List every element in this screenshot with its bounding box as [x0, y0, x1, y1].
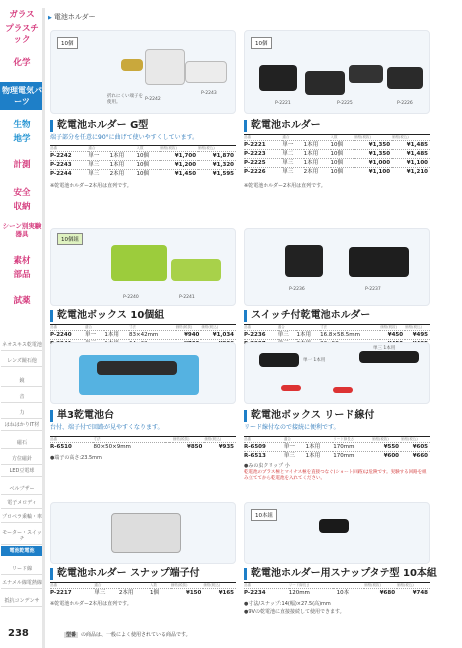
table-header: 適合 [282, 135, 303, 141]
table-cell: P-2244 [50, 170, 88, 179]
table-header: 品番 [50, 583, 94, 589]
table-header: 品番 [50, 325, 85, 331]
nav-geology[interactable]: 地学 [13, 134, 31, 144]
subnav-item[interactable]: レンズ鏡石他 [1, 358, 43, 367]
subnav-item[interactable]: 力 [1, 410, 43, 419]
table-cell: 10個 [331, 150, 355, 159]
table-cell: ¥748 [397, 589, 430, 598]
table-cell: ¥680 [364, 589, 397, 598]
table-header: 適合 [284, 437, 306, 443]
table-row [244, 141, 430, 150]
table-cell: 単三 [284, 452, 306, 461]
battery-holder-image [259, 65, 297, 91]
caption: P-2226 [397, 101, 413, 106]
table-header: 入数 [331, 135, 355, 141]
product-title: 乾電池ホルダー G型 [50, 120, 148, 132]
table-cell: P-2226 [244, 168, 282, 177]
table-header: 価格(税抜) [171, 583, 204, 589]
caption: 折れにくい端子を使用。 [107, 94, 143, 105]
table-cell: 2本用 [110, 170, 137, 179]
table-cell: ¥495 [405, 331, 430, 340]
table-cell: 単三 [88, 161, 109, 170]
table-header: 価格(税抜) [176, 325, 202, 331]
table-cell: 1本用 [306, 443, 334, 452]
subnav-item-active[interactable]: 電池乾電池 [1, 546, 43, 556]
divider [42, 8, 45, 648]
table-cell: 1本用 [110, 161, 137, 170]
table-row [244, 159, 430, 168]
table-header: 価格(税抜) [354, 135, 392, 141]
table-cell: 10個 [331, 168, 355, 177]
caption: 単一 1本用 [303, 358, 326, 363]
caption: P-2243 [201, 91, 217, 96]
table-cell: 1本用 [306, 452, 334, 461]
table-cell: 単三 [88, 170, 109, 179]
table-cell: 10個 [331, 141, 355, 150]
quantity-badge: 10個組 [57, 233, 83, 245]
table-cell: ¥1,700 [160, 152, 198, 161]
table-cell: ¥1,485 [392, 141, 430, 150]
product-title: 乾電池ホルダー [244, 120, 321, 132]
table-cell: 単二 [282, 150, 303, 159]
switch-holder-image [349, 247, 409, 277]
switch-holder-image [285, 245, 323, 277]
table-cell: 単一 [284, 443, 306, 452]
table-cell: ¥1,100 [354, 168, 392, 177]
nav-storage[interactable]: 収納 [13, 202, 31, 212]
battery-holder-image [387, 67, 423, 89]
warning-text: 乾電池のプラス極とマイナス極を直接つなぐ(ショート回路)は危険です。実験する回路を組み立ててから乾電池を入れてください。 [244, 470, 427, 481]
table-header: 価格(税抜) [380, 325, 405, 331]
spec-table [244, 436, 430, 460]
subnav-item[interactable]: 音 [1, 394, 43, 403]
terminal-image [121, 59, 143, 71]
product-title: 乾電池ボックス 10個組 [50, 310, 164, 322]
table-row [244, 589, 430, 598]
product-photo [244, 342, 430, 404]
quantity-badge: 10個 [251, 37, 272, 49]
table-cell: 120mm [289, 589, 333, 598]
note: ※乾電池ホルダー2本用は直列です。 [50, 601, 132, 607]
table-header: 品番 [50, 146, 88, 152]
table-cell: 単三 [282, 159, 303, 168]
table-cell: P-2225 [244, 159, 282, 168]
table-cell: ¥1,000 [354, 159, 392, 168]
table-header: 品番 [244, 437, 284, 443]
table-row [50, 161, 236, 170]
table-cell: 1本用 [304, 159, 331, 168]
product-photo [50, 228, 236, 306]
table-header: 品番 [50, 437, 93, 443]
product-title: 乾電池ホルダー スナップ端子付 [50, 568, 200, 580]
table-header: リード線長さ [289, 583, 333, 589]
note: ●寸法/スナップ:14(幅)×27.5(高)mm [244, 601, 331, 607]
table-header: 価格(税込) [397, 583, 430, 589]
subnav-item[interactable]: 鏡 [1, 378, 43, 387]
table-row [244, 168, 430, 177]
table-cell: 1個 [150, 589, 171, 598]
table-header: 入数 [150, 583, 171, 589]
legend-text: の商品は、一般によく使用されている商品です。 [81, 632, 191, 638]
product-desc: 端子部分を任意に90°に曲げて使いやすくしています。 [50, 134, 199, 141]
product-photo [244, 502, 430, 564]
product-photo [50, 30, 236, 114]
table-row [50, 170, 236, 179]
table-cell: ¥550 [372, 443, 401, 452]
caption: P-2240 [123, 295, 139, 300]
product-title: 乾電池ホルダー用スナップタテ型 10本組 [244, 568, 437, 580]
table-row [244, 443, 430, 452]
subnav-item[interactable]: 抵抗コンデンサ [1, 598, 43, 607]
subnav-item[interactable]: LED豆電球 [1, 468, 43, 477]
spec-table [50, 436, 236, 451]
table-cell: 10本 [337, 589, 365, 598]
table-cell: R-6513 [244, 452, 284, 461]
table-cell: 10個 [137, 161, 161, 170]
note: ●みの虫クリップ 小 [244, 463, 290, 469]
subnav-item[interactable]: モーター・スイッチ [1, 530, 43, 545]
table-row [50, 152, 236, 161]
table-header: 適合 [278, 325, 297, 331]
table-cell: 単三 [94, 589, 119, 598]
table-cell: 1本用 [304, 141, 331, 150]
subnav-item[interactable]: 磁石 [1, 440, 43, 449]
nav-plastic[interactable]: プラスチック [5, 24, 39, 45]
table-header: 価格(税込) [198, 146, 236, 152]
table-header: 価格(税込) [401, 437, 430, 443]
product-title: 乾電池ボックス リード線付 [244, 410, 374, 422]
table-cell: P-2243 [50, 161, 88, 170]
table-header: 価格(税抜) [160, 146, 198, 152]
table-cell: ¥1,350 [354, 150, 392, 159]
caption: P-2242 [145, 97, 161, 102]
table-header: 価格(税込) [392, 135, 430, 141]
product-photo [50, 342, 236, 404]
table-row [50, 589, 236, 598]
table-cell: 単三 [278, 331, 297, 340]
clip-image [281, 385, 301, 391]
table-header: 品番 [244, 135, 282, 141]
sidebar [0, 0, 44, 644]
table-cell: 単三 [282, 168, 303, 177]
battery-box-image [259, 353, 299, 367]
table-cell: ¥1,450 [160, 170, 198, 179]
table-cell: 170mm [333, 452, 372, 461]
table-header: 価格(税込) [201, 325, 236, 331]
nav-materials[interactable]: 素材 [13, 256, 31, 266]
table-cell: 単一 [85, 331, 104, 340]
spec-table [244, 582, 430, 597]
table-header: 品番 [244, 325, 278, 331]
nav-measure[interactable]: 計測 [13, 160, 31, 170]
note: ※乾電池ホルダー2本用は直列です。 [244, 183, 326, 189]
clip-image [333, 387, 353, 393]
nav-biology[interactable]: 生物 [13, 120, 31, 130]
table-cell: P-2236 [244, 331, 278, 340]
table-cell: ¥1,200 [160, 161, 198, 170]
table-row [50, 443, 236, 452]
table-header: 適合 [94, 583, 119, 589]
table-row [50, 331, 236, 340]
table-cell: ¥1,595 [198, 170, 236, 179]
battery-box-image [171, 259, 221, 281]
quantity-badge: 10本組 [251, 509, 277, 521]
table-cell: 1本用 [296, 331, 320, 340]
table-cell: ¥1,350 [354, 141, 392, 150]
table-cell: 単一 [282, 141, 303, 150]
table-cell: P-2221 [244, 141, 282, 150]
table-cell: 10個 [137, 170, 161, 179]
table-cell: R-6510 [50, 443, 93, 452]
note: ●9Vの乾電池に直接接続して使用できます。 [244, 609, 345, 615]
nav-glass[interactable]: ガラス [9, 10, 35, 20]
nav-parts[interactable]: 部品 [13, 270, 31, 280]
table-header: 価格(税込) [405, 325, 430, 331]
legend-tag: 型番 [66, 632, 77, 638]
caption: P-2221 [275, 101, 291, 106]
product-desc: リード線付なので接続に便利です。 [244, 424, 340, 431]
table-cell: 83×42mm [129, 331, 176, 340]
subnav-item[interactable]: はねはかりIT材 [1, 422, 43, 431]
subnav-item[interactable]: 方位磁針 [1, 456, 43, 465]
table-cell: P-2234 [244, 589, 289, 598]
table-header: 寸法 [93, 437, 165, 443]
table-cell: 1本用 [104, 331, 129, 340]
table-cell: P-2223 [244, 150, 282, 159]
note: ※乾電池ホルダー2本用は直列です。 [50, 183, 132, 189]
legend [64, 631, 191, 638]
table-cell: 80×50×9mm [93, 443, 165, 452]
spec-table [244, 134, 430, 176]
product-photo [50, 502, 236, 564]
subnav-item[interactable]: 電子メロディ [1, 500, 43, 509]
battery-holder-image [145, 49, 185, 85]
table-row [244, 150, 430, 159]
table-cell: 170mm [333, 443, 372, 452]
table-header: 価格(税抜) [364, 583, 397, 589]
table-cell: 10個 [137, 152, 161, 161]
snap-holder-image [111, 513, 181, 553]
table-cell: ¥1,485 [392, 150, 430, 159]
caption: P-2236 [289, 287, 305, 292]
table-header: 価格(税抜) [173, 437, 205, 443]
nav-chemistry[interactable]: 化学 [13, 58, 31, 68]
note: ●端子の高さ:23.5mm [50, 455, 102, 461]
subnav-item[interactable]: エナメル線電熱線 [1, 580, 43, 589]
subnav-item[interactable]: ベルブザー [1, 486, 43, 495]
table-header: リード線長さ [333, 437, 372, 443]
page-number: 238 [8, 628, 29, 639]
table-cell: 2本用 [304, 168, 331, 177]
nav-reagents[interactable]: 試薬 [13, 296, 31, 306]
battery-holder-image [185, 61, 227, 83]
product-title: 単3乾電池台 [50, 410, 114, 422]
table-cell: 1本用 [110, 152, 137, 161]
nav-safety[interactable]: 安全 [13, 188, 31, 198]
spec-table [50, 582, 236, 597]
table-cell: ¥935 [204, 443, 236, 452]
table-cell: P-2217 [50, 589, 94, 598]
table-header: 適合 [85, 325, 104, 331]
caption: P-2237 [365, 287, 381, 292]
table-cell: 単一 [88, 152, 109, 161]
caption: 単三 1本用 [373, 346, 396, 351]
table-cell: ¥1,870 [198, 152, 236, 161]
subnav-item[interactable]: プロペラ乗輪・車 [1, 514, 43, 523]
quantity-badge: 10個 [57, 37, 78, 49]
table-header: 価格(税込) [204, 437, 236, 443]
table-cell: 1本用 [304, 150, 331, 159]
table-header: 寸法 [129, 325, 176, 331]
table-cell: ¥150 [171, 589, 204, 598]
table-cell: ¥605 [401, 443, 430, 452]
caption: P-2225 [337, 101, 353, 106]
table-header: 入数 [137, 146, 161, 152]
table-row [244, 331, 430, 340]
table-cell: P-2242 [50, 152, 88, 161]
table-cell: ¥1,210 [392, 168, 430, 177]
table-cell: ¥600 [372, 452, 401, 461]
battery-image [97, 361, 177, 375]
table-cell: ¥165 [203, 589, 236, 598]
battery-holder-image [349, 65, 383, 83]
table-cell: 10個 [331, 159, 355, 168]
table-header: 寸法 [320, 325, 380, 331]
table-cell: ¥940 [176, 331, 202, 340]
product-title: スイッチ付乾電池ホルダー [244, 310, 370, 322]
table-cell: P-2240 [50, 331, 85, 340]
product-photo [244, 228, 430, 306]
spec-table [50, 145, 236, 178]
table-cell: ¥1,100 [392, 159, 430, 168]
table-cell: ¥1,034 [201, 331, 236, 340]
subnav-item[interactable]: リード線 [1, 566, 43, 575]
product-desc: 台付、端子付で回路が見やすくなります。 [50, 424, 164, 431]
table-header: 適合 [88, 146, 109, 152]
table-cell: R-6509 [244, 443, 284, 452]
table-cell: ¥660 [401, 452, 430, 461]
table-header: 価格(税抜) [372, 437, 401, 443]
table-header: 品番 [244, 583, 289, 589]
page-header: ▶ 電池ホルダー [48, 12, 96, 22]
table-header: 価格(税込) [203, 583, 236, 589]
subnav-item[interactable]: ネオスキス乾電池 [1, 342, 43, 351]
caption: P-2241 [179, 295, 195, 300]
footer [0, 624, 462, 644]
nav-physics[interactable]: 物理電気パーツ [0, 82, 44, 110]
battery-box-image [111, 245, 167, 281]
snap-connector-image [319, 519, 349, 533]
table-cell: 16.8×58.5mm [320, 331, 380, 340]
table-cell: ¥1,320 [198, 161, 236, 170]
table-row [244, 452, 430, 461]
table-cell: ¥850 [173, 443, 205, 452]
table-cell: ¥450 [380, 331, 405, 340]
battery-holder-image [305, 71, 345, 95]
nav-scenes[interactable]: シーン別実験器具 [2, 222, 42, 238]
table-cell: 2本用 [119, 589, 150, 598]
battery-box-image [359, 351, 419, 363]
product-photo [244, 30, 430, 114]
